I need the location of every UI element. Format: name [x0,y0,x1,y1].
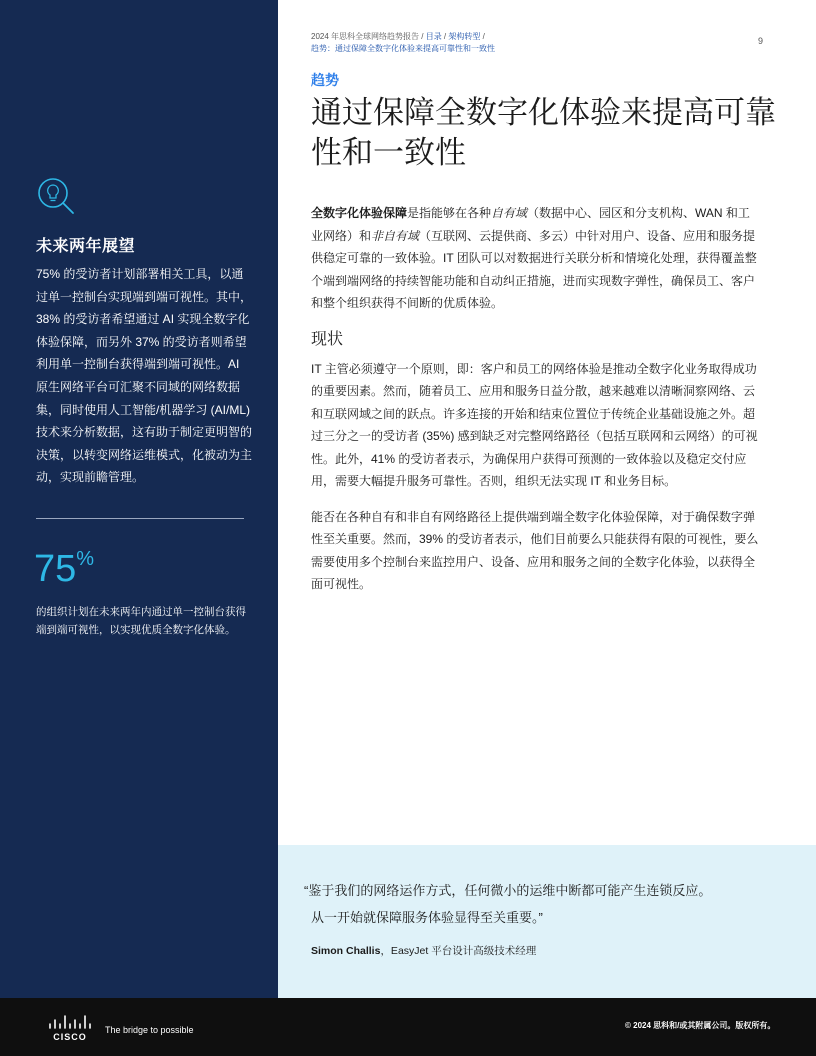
intro-paragraph [311,202,761,315]
footer-tagline: The bridge to possible [105,1025,194,1035]
quote-attribution [311,943,536,958]
footer-bar [0,998,816,1056]
quote-panel [278,845,816,998]
breadcrumb-toc-link[interactable]: 目录 [425,32,442,41]
breadcrumb-subpath: 趋势：通过保障全数字化体验来提高可靠性和一致性 [311,44,495,53]
body-paragraph: 能否在各种自有和非自有网络路径上提供端到端全数字化体验保障，对于确保数字弹性至关重要。然而，39% 的受访者表示，他们目前要么只能获得有限的可视性，要么需要使用多个控制台来监控用户、设备、应用和服务之间的全数字化体验，以获得全面可视性。 [311,509,759,591]
intro-text: 是指能够在各种 [407,206,492,220]
quote-text [304,877,784,931]
page-number: 9 [758,36,764,46]
main-content [311,202,761,609]
eyebrow-label: 趋势 [311,72,339,88]
intro-italic-term: 自有域 [491,206,528,220]
quote-author: Simon Challis [311,945,381,957]
sidebar-panel [0,0,278,998]
breadcrumb-report: 2024 年思科全球网络趋势报告 [311,32,420,41]
stat-caption: 的组织计划在未来两年内通过单一控制台获得端到端可视性，以实现优质全数字化体验。 [36,606,246,636]
body-paragraph: IT 主管必须遵守一个原则，即：客户和员工的网络体验是推动全数字化业务取得成功的重要因素。然而，随着员工、应用和服务日益分散，越来越难以清晰洞察网络、云和互联网域之间的跃点。许多连接的开始和结束位置位于传统企业基础设施之外。超过三分之一的受访者 (35%) 感到缺乏对完整网络路径（包括互联网和云网络）的可视性。此外，41% 的受访者表示，为确保用户获得可预测的一致体验以及稳定交付应用，需要大幅提升服务可靠性。否则，组织无法实现 IT 和业务目标。 [311,361,758,488]
sidebar-body-text: 75% 的受访者计划部署相关工具，以通过单一控制台实现端到端可视性。其中，38% 的受访者希望通过 AI 实现全数字化体验保障，而另外 37% 的受访者则希望利用单一控制台获得端到端可视性。AI 原生网络平台可汇聚不同域的网络数据集，同时使用人工智能/机器学习 (AI/ML) 技术来分析数据，这有助于制定更明智的决策，以转变网络运维模式，化被动为主动，实现前瞻管理。 [36,267,253,485]
quote-role: ，EasyJet 平台设计高级技术经理 [380,945,537,957]
cisco-logo-text: CISCO [53,1032,87,1042]
breadcrumb-separator: / [480,32,485,41]
intro-bold-lead: 全数字化体验保障 [311,206,408,220]
quote-line: “鉴于我们的网络运作方式，任何微小的运维中断都可能产生连锁反应。 [304,883,712,898]
page-title: 通过保障全数字化体验来提高可靠性和一致性 [311,95,776,170]
section-heading: 现状 [311,330,344,348]
stat-value: 75 [34,548,77,590]
sidebar-heading: 未来两年展望 [36,238,136,255]
stat-unit: % [76,548,95,570]
sidebar-divider [36,518,244,519]
intro-text: （数据中心、园区和分支机构、WAN 和工业网络）和 [311,206,750,243]
cisco-logo [46,1012,94,1044]
lightbulb-magnifier-icon [36,176,76,216]
footer-copyright: © 2024 思科和/或其附属公司。版权所有。 [625,1021,776,1030]
breadcrumb-separator: / [441,32,449,41]
sidebar-stat [34,548,94,591]
breadcrumb-section-link[interactable]: 架构转型 [448,32,481,41]
quote-line: 从一开始就保障服务体验显得至关重要。” [311,910,543,925]
intro-text: （互联网、云提供商、多云）中针对用户、设备、应用和服务提供稳定可靠的一致体验。IT 团队可以对数据进行关联分析和情境化处理，获得覆盖整个端到端网络的持续智能功能和自动纠正措施，进而实现数字弹性，确保员工、客户和整个组织获得不间断的优质体验。 [311,228,757,310]
intro-italic-term: 非自有域 [371,228,420,243]
breadcrumb [311,31,495,55]
breadcrumb-separator: / [419,32,426,41]
